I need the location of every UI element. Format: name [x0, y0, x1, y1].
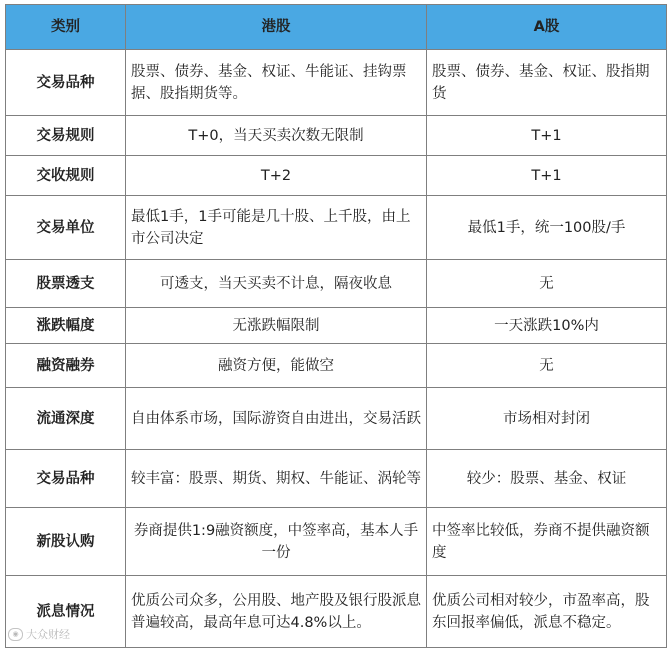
table-header-row	[6, 5, 667, 50]
row-category: 交易品种	[6, 450, 126, 508]
row-hk-value: 股票、债券、基金、权证、牛能证、挂钩票据、股指期货等。	[126, 50, 427, 116]
row-category: 融资融券	[6, 344, 126, 388]
row-category: 股票透支	[6, 260, 126, 308]
header-hk: 港股	[126, 5, 427, 50]
row-category: 交易规则	[6, 116, 126, 156]
table-row	[6, 116, 667, 156]
row-category: 交收规则	[6, 156, 126, 196]
table-row	[6, 260, 667, 308]
table-row	[6, 196, 667, 260]
table-row	[6, 50, 667, 116]
row-category: 新股认购	[6, 508, 126, 576]
row-a-value: 股票、债券、基金、权证、股指期货	[427, 50, 667, 116]
header-a-share: A股	[427, 5, 667, 50]
row-a-value: 无	[427, 344, 667, 388]
row-hk-value: T+2	[126, 156, 427, 196]
row-a-value: 优质公司相对较少，市盈率高，股东回报率偏低，派息不稳定。	[427, 576, 667, 648]
row-hk-value: 无涨跌幅限制	[126, 308, 427, 344]
row-hk-value: 融资方便，能做空	[126, 344, 427, 388]
row-hk-value: 优质公司众多，公用股、地产股及银行股派息普遍较高，最高年息可达4.8%以上。	[126, 576, 427, 648]
table-row	[6, 576, 667, 648]
row-hk-value: 可透支，当天买卖不计息，隔夜收息	[126, 260, 427, 308]
row-a-value: 较少：股票、基金、权证	[427, 450, 667, 508]
row-a-value: 中签率比较低，券商不提供融资额度	[427, 508, 667, 576]
row-a-value: T+1	[427, 116, 667, 156]
row-a-value: 一天涨跌10%内	[427, 308, 667, 344]
row-a-value: 最低1手，统一100股/手	[427, 196, 667, 260]
row-hk-value: 最低1手，1手可能是几十股、上千股，由上市公司决定	[126, 196, 427, 260]
table-row	[6, 388, 667, 450]
row-category: 交易品种	[6, 50, 126, 116]
row-a-value: T+1	[427, 156, 667, 196]
row-category: 涨跌幅度	[6, 308, 126, 344]
table-row	[6, 156, 667, 196]
row-a-value: 无	[427, 260, 667, 308]
row-hk-value: 券商提供1:9融资额度，中签率高，基本人手一份	[126, 508, 427, 576]
comparison-table	[5, 4, 667, 648]
header-category: 类别	[6, 5, 126, 50]
row-hk-value: T+0，当天买卖次数无限制	[126, 116, 427, 156]
table-row	[6, 344, 667, 388]
row-category: 流通深度	[6, 388, 126, 450]
row-hk-value: 自由体系市场，国际游资自由进出，交易活跃	[126, 388, 427, 450]
table-row	[6, 508, 667, 576]
row-hk-value: 较丰富：股票、期货、期权、牛能证、涡轮等	[126, 450, 427, 508]
row-a-value: 市场相对封闭	[427, 388, 667, 450]
row-category: 交易单位	[6, 196, 126, 260]
row-category: 派息情况	[6, 576, 126, 648]
watermark-text: 大众财经	[26, 628, 70, 641]
watermark	[8, 626, 70, 642]
camera-icon: ◉	[8, 628, 23, 641]
table-row	[6, 308, 667, 344]
table-row	[6, 450, 667, 508]
